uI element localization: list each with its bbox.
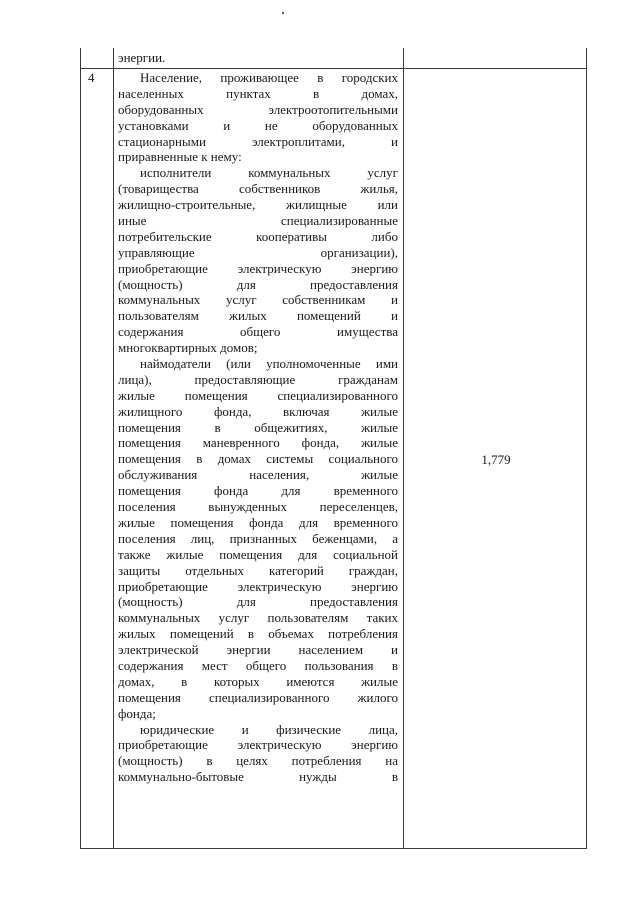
description-line: населенных пунктах в домах, <box>118 85 398 101</box>
description-line: оборудованных электроотопительными <box>118 101 398 117</box>
description-line: также жилые помещения для социальной <box>118 546 398 562</box>
description-line: (мощность) для предоставления <box>118 276 398 292</box>
number-column-divider <box>113 48 114 849</box>
description-line: пользователям жилых помещений и <box>118 308 398 324</box>
description-line: помещения фонда для временного <box>118 483 398 499</box>
description-line: приравненные к нему: <box>118 149 242 165</box>
description-line: приобретающие электрическую энергию <box>118 737 398 753</box>
description-line: помещения специализированного жилого <box>118 689 398 705</box>
description-line: защиты отдельных категорий граждан, <box>118 562 398 578</box>
description-line: (товарищества собственников жилья, <box>118 181 398 197</box>
description-line: (мощность) в целях потребления на <box>118 753 398 769</box>
table-left-border <box>80 48 81 849</box>
description-line: исполнители коммунальных услуг <box>140 165 398 181</box>
description-line: установками и не оборудованных <box>118 117 398 133</box>
description-line: фонда; <box>118 705 156 721</box>
description-line: потребительские кооперативы либо <box>118 228 398 244</box>
description-line: приобретающие электрическую энергию <box>118 578 398 594</box>
description-line: управляющие организации), <box>118 244 398 260</box>
value-column-divider <box>403 48 404 849</box>
description-line: жилищного фонда, включая жилые <box>118 403 398 419</box>
description-line: жилые помещения специализированного <box>118 387 398 403</box>
description-line: многоквартирных домов; <box>118 340 258 356</box>
description-line: жилищно-строительные, жилищные или <box>118 197 398 213</box>
description-line: юридические и физические лица, <box>140 721 398 737</box>
description-line: поселения лиц, признанных беженцами, а <box>118 530 398 546</box>
description-line: содержания мест общего пользования в <box>118 657 398 673</box>
previous-row-text: энергии. <box>118 50 166 65</box>
description-line: содержания общего имущества <box>118 324 398 340</box>
description-line: иные специализированные <box>118 213 398 229</box>
description-line: коммунально-бытовые нужды в <box>118 769 398 785</box>
description-line: электрической энергии населением и <box>118 642 398 658</box>
description-line: помещения в общежитиях, жилые <box>118 419 398 435</box>
description-line: поселения вынужденных переселенцев, <box>118 499 398 515</box>
description-line: стационарными электроплитами, и <box>118 133 398 149</box>
tariff-value: 1,779 <box>481 452 511 467</box>
table-bottom-border <box>80 848 587 849</box>
consumer-category-description <box>118 70 398 785</box>
previous-row-tail <box>118 50 398 66</box>
description-line: обслуживания населения, жилые <box>118 467 398 483</box>
description-line: Население, проживающее в городских <box>140 70 398 85</box>
row-number: 4 <box>88 70 95 85</box>
description-line: лица), предоставляющие гражданам <box>118 371 398 387</box>
description-line: домах, в которых имеются жилые <box>118 673 398 689</box>
description-line: (мощность) для предоставления <box>118 594 398 610</box>
description-line: помещения маневренного фонда, жилые <box>118 435 398 451</box>
description-line: наймодатели (или уполномоченные ими <box>140 356 398 372</box>
description-line: помещения в домах системы социального <box>118 451 398 467</box>
description-line: жилых помещений в объемах потребления <box>118 626 398 642</box>
table-right-border <box>586 48 587 849</box>
row-separator <box>80 68 587 69</box>
description-line: коммунальных услуг пользователям таких <box>118 610 398 626</box>
description-line: жилые помещения фонда для временного <box>118 514 398 530</box>
description-line: коммунальных услуг собственникам и <box>118 292 398 308</box>
description-line: приобретающие электрическую энергию <box>118 260 398 276</box>
